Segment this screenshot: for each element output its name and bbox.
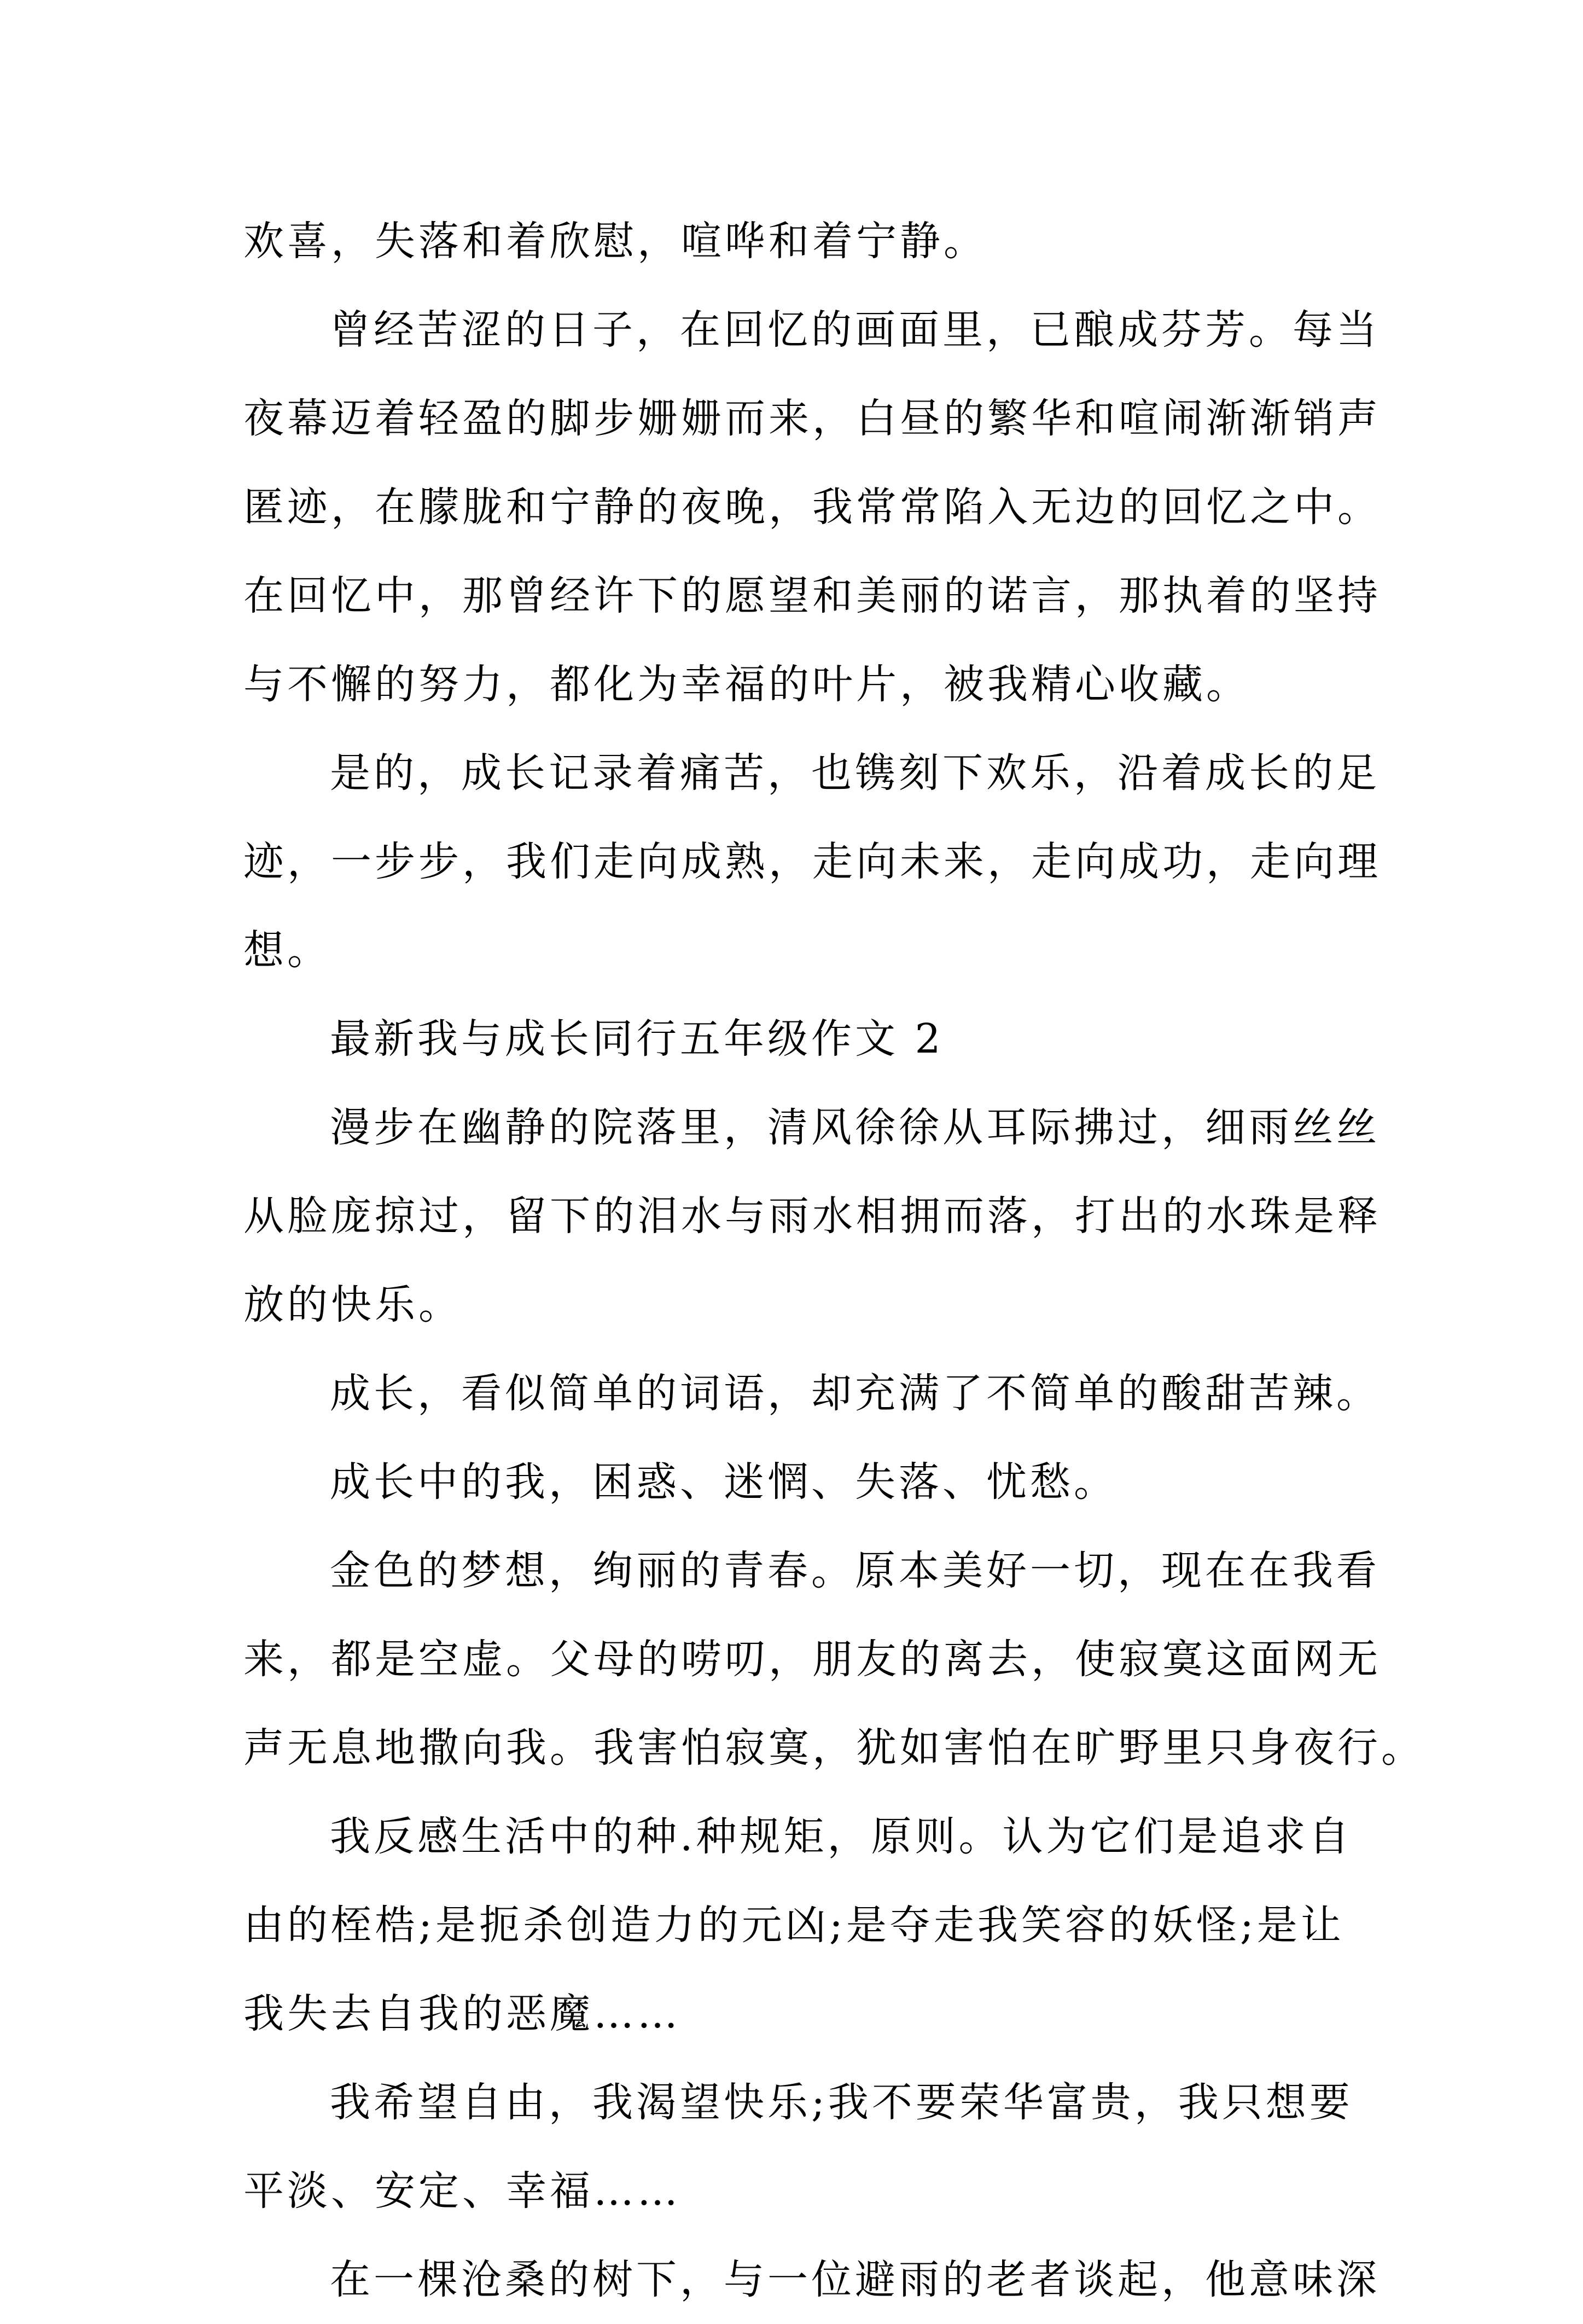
text-line: 曾经苦涩的日子，在回忆的画面里，已酿成芬芳。每当 xyxy=(330,306,1380,353)
text-line: 我反感生活中的种.种规矩，原则。认为它们是追求自 xyxy=(330,1813,1353,1860)
text-line: 放的快乐。 xyxy=(243,1281,462,1328)
text-line: 匿迹，在朦胧和宁静的夜晚，我常常陷入无边的回忆之中。 xyxy=(243,484,1381,531)
section-title: 最新我与成长同行五年级作文 2 xyxy=(330,1015,944,1062)
text-line: 想。 xyxy=(243,927,331,974)
text-line: 成长，看似简单的词语，却充满了不简单的酸甜苦辣。 xyxy=(330,1370,1380,1417)
text-line: 我失去自我的恶魔…… xyxy=(243,1990,681,2037)
text-line: 迹，一步步，我们走向成熟，走向未来，走向成功，走向理 xyxy=(243,838,1381,885)
text-line: 平淡、安定、幸福…… xyxy=(243,2168,681,2215)
text-line: 成长中的我，困惑、迷惘、失落、忧愁。 xyxy=(330,1459,1118,1506)
text-line: 是的，成长记录着痛苦，也镌刻下欢乐，沿着成长的足 xyxy=(330,750,1380,797)
text-line: 由的桎梏;是扼杀创造力的元凶;是夺走我笑容的妖怪;是让 xyxy=(243,1902,1345,1949)
text-line: 声无息地撒向我。我害怕寂寞，犹如害怕在旷野里只身夜行。 xyxy=(243,1724,1425,1771)
text-line: 金色的梦想，绚丽的青春。原本美好一切，现在在我看 xyxy=(330,1547,1380,1594)
text-line: 欢喜，失落和着欣慰，喧哗和着宁静。 xyxy=(243,218,987,265)
text-line: 与不懈的努力，都化为幸福的叶片，被我精心收藏。 xyxy=(243,661,1250,708)
document-body xyxy=(243,197,1425,2324)
text-line: 在一棵沧桑的树下，与一位避雨的老者谈起，他意味深 xyxy=(330,2256,1380,2303)
text-line: 来，都是空虚。父母的唠叨，朋友的离去，使寂寞这面网无 xyxy=(243,1636,1381,1683)
text-line: 漫步在幽静的院落里，清风徐徐从耳际拂过，细雨丝丝 xyxy=(330,1104,1380,1151)
text-line: 夜幕迈着轻盈的脚步姗姗而来，白昼的繁华和喧闹渐渐销声 xyxy=(243,395,1381,442)
text-line: 我希望自由，我渴望快乐;我不要荣华富贵，我只想要 xyxy=(330,2079,1353,2126)
text-line: 从脸庞掠过，留下的泪水与雨水相拥而落，打出的水珠是释 xyxy=(243,1193,1381,1240)
text-line: 在回忆中，那曾经许下的愿望和美丽的诺言，那执着的坚持 xyxy=(243,572,1381,619)
